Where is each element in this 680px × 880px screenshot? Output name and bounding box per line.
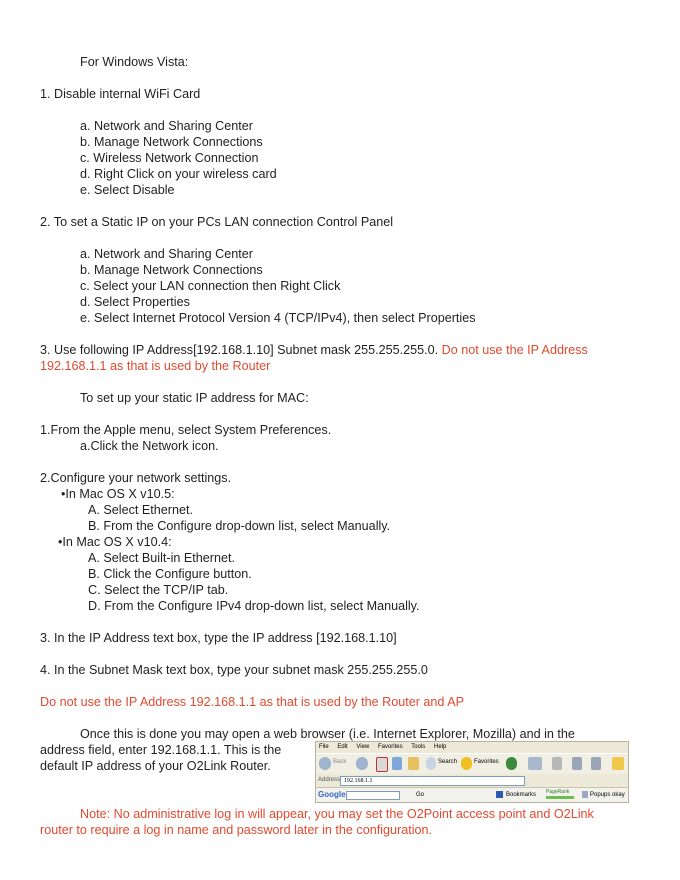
google-toolbar bbox=[316, 788, 628, 802]
google-search-box bbox=[346, 791, 400, 800]
mac-v104: •In Mac OS X v10.4: bbox=[58, 535, 172, 549]
address-field: 192.168.1.1 bbox=[340, 776, 525, 786]
mac-step2: 2.Configure your network settings. bbox=[40, 471, 232, 485]
list-item: e. Select Disable bbox=[80, 183, 175, 197]
print-icon bbox=[552, 757, 562, 770]
list-item: A. Select Ethernet. bbox=[88, 503, 194, 517]
list-item: A. Select Built-in Ethernet. bbox=[88, 551, 235, 565]
address-bar bbox=[316, 774, 628, 788]
bookmarks-label: Bookmarks bbox=[506, 792, 537, 798]
list-item: a. Network and Sharing Center bbox=[80, 247, 253, 261]
list-item: d. Right Click on your wireless card bbox=[80, 167, 277, 181]
address-label: Address bbox=[318, 777, 341, 783]
menu-file: File bbox=[319, 744, 329, 750]
back-icon bbox=[319, 757, 331, 770]
google-logo: Google bbox=[318, 790, 346, 799]
search-icon bbox=[426, 757, 436, 770]
home-icon bbox=[408, 757, 419, 770]
list-item: c. Wireless Network Connection bbox=[80, 151, 259, 165]
favorites-icon bbox=[461, 757, 472, 770]
refresh-icon bbox=[392, 757, 402, 770]
search-label: Search bbox=[438, 759, 458, 765]
final-line3: default IP address of your O2Link Router. bbox=[40, 759, 271, 773]
list-item: B. Click the Configure button. bbox=[88, 567, 252, 581]
list-item: b. Manage Network Connections bbox=[80, 263, 263, 277]
mac-step1-sub: a.Click the Network icon. bbox=[80, 439, 219, 453]
discuss-icon bbox=[591, 757, 601, 770]
vista-step3-warning: Do not use the IP Address 192.168.1.1 as that is used by the Router bbox=[40, 343, 588, 373]
vista-step3-text: 3. Use following IP Address[192.168.1.10] Subnet mask 255.255.255.0. bbox=[40, 343, 439, 357]
list-item: b. Manage Network Connections bbox=[80, 135, 263, 149]
browser-toolbar bbox=[316, 753, 628, 775]
popups-label: Popups okay bbox=[590, 792, 625, 798]
folder-icon bbox=[612, 757, 624, 770]
mac-step1: 1.From the Apple menu, select System Preferences. bbox=[40, 423, 332, 437]
menu-help: Help bbox=[433, 744, 447, 750]
note-line1: Note: No administrative log in will appear, you may set the O2Point access point and O2Link bbox=[80, 807, 594, 821]
media-icon bbox=[506, 757, 517, 770]
back-label: Back bbox=[333, 759, 347, 765]
list-item: D. From the Configure IPv4 drop-down list, select Manually. bbox=[88, 599, 420, 613]
vista-step2: 2. To set a Static IP on your PCs LAN connection Control Panel bbox=[40, 215, 394, 229]
list-item: B. From the Configure drop-down list, select Manually. bbox=[88, 519, 391, 533]
favorites-label: Favorites bbox=[474, 759, 499, 765]
menu-favorites: Favorites bbox=[377, 744, 403, 750]
mac-step3: 3. In the IP Address text box, type the IP address [192.168.1.10] bbox=[40, 631, 397, 645]
stop-icon bbox=[376, 757, 388, 772]
vista-step3 bbox=[40, 342, 630, 374]
mac-heading: To set up your static IP address for MAC: bbox=[80, 391, 309, 405]
menu-tools: Tools bbox=[411, 744, 426, 750]
note-line2: router to require a log in name and password later in the configuration. bbox=[40, 823, 433, 837]
browser-menubar bbox=[316, 742, 628, 753]
vista-heading: For Windows Vista: bbox=[80, 55, 189, 69]
list-item: e. Select Internet Protocol Version 4 (TCP/IPv4), then select Properties bbox=[80, 311, 476, 325]
go-label: Go bbox=[416, 792, 425, 798]
mac-v105: •In Mac OS X v10.5: bbox=[61, 487, 175, 501]
edit-icon bbox=[572, 757, 582, 770]
bookmark-icon bbox=[496, 791, 503, 798]
pagerank-label: PageRank bbox=[546, 789, 570, 795]
mail-icon bbox=[528, 757, 542, 770]
vista-step1: 1. Disable internal WiFi Card bbox=[40, 87, 201, 101]
list-item: d. Select Properties bbox=[80, 295, 190, 309]
pagerank-bar bbox=[546, 796, 574, 799]
browser-screenshot bbox=[315, 741, 629, 803]
mac-warning: Do not use the IP Address 192.168.1.1 as that is used by the Router and AP bbox=[40, 695, 465, 709]
list-item: C. Select the TCP/IP tab. bbox=[88, 583, 229, 597]
forward-icon bbox=[356, 757, 368, 770]
final-line2: address field, enter 192.168.1.1. This is the bbox=[40, 743, 282, 757]
mac-step4: 4. In the Subnet Mask text box, type your subnet mask 255.255.255.0 bbox=[40, 663, 428, 677]
final-line1: Once this is done you may open a web browser (i.e. Internet Explorer, Mozilla) and in the bbox=[80, 727, 575, 741]
menu-view: View bbox=[356, 744, 370, 750]
list-item: a. Network and Sharing Center bbox=[80, 119, 253, 133]
menu-edit: Edit bbox=[337, 744, 348, 750]
popup-icon bbox=[582, 791, 588, 798]
list-item: c. Select your LAN connection then Right Click bbox=[80, 279, 341, 293]
